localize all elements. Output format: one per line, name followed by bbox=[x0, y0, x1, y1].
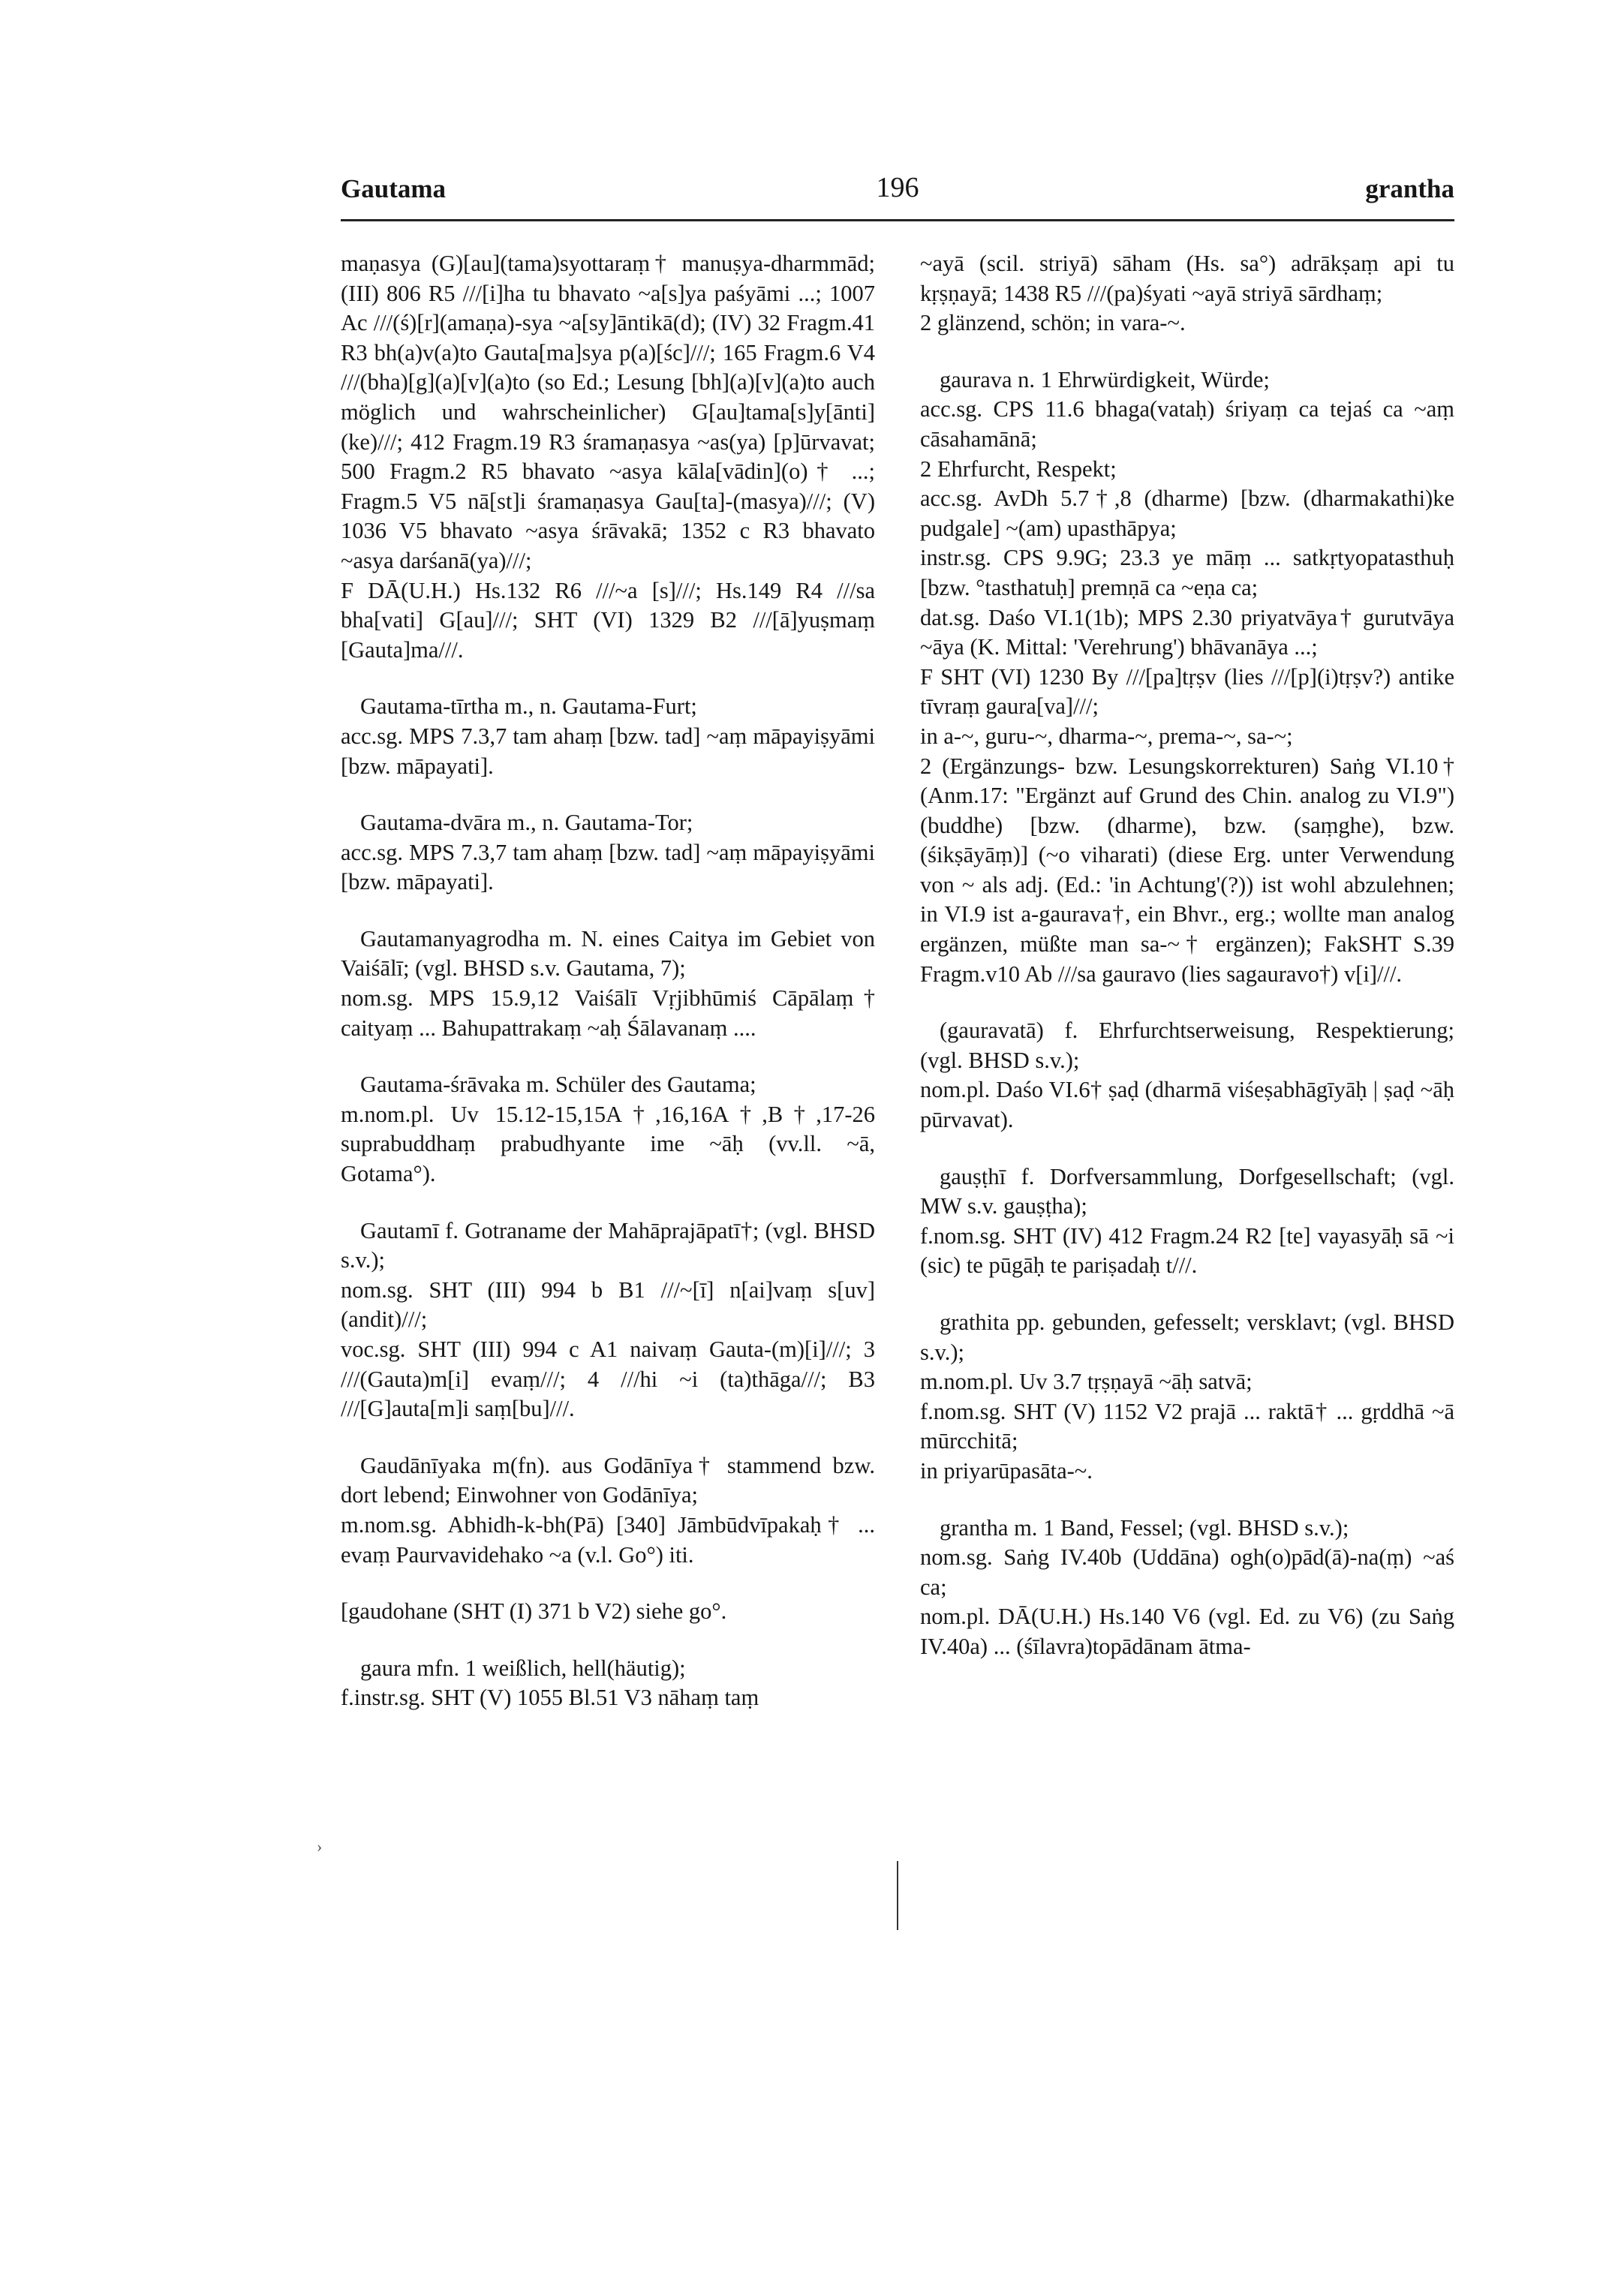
entry-text: maṇasya (G)[au](tama)syottaraṃ† manuṣya-dharmmād; (III) 806 R5 ///[i]ha tu bhavato ~a[s]ya paśyāmi ...; 1007 Ac ///(ś)[r](amaṇa)-sya ~a[sy]āntikā(d); (IV) 32 Fragm.41 R3 bh(a)v(a)to Gauta[ma]sya p(a)[śc]///; 165 Fragm.6 V4 ///(bha)[g](a)[v](a)to (so Ed.; Lesung [bh](a)[v](a)to auch möglich und wahrscheinlicher) G[au]tama[s]y[ānti](ke)///; 412 Fragm.19 R3 śramaṇasya ~as(ya) [p]ūrvavat; 500 Fragm.2 R5 bhavato ~asya kāla[vādin](o)† ...; Fragm.5 V5 nā[st]i śramaṇasya Gau[ta]-(masya)///; (V) 1036 V5 bhavato ~asya śrāvakā; 1352 c R3 bhavato ~asya darśanā(ya)///; bbox=[341, 251, 875, 573]
headword-entry: (gauravatā) f. Ehrfurchtserweisung, Respektierung; (vgl. BHSD s.v.); bbox=[920, 1018, 1454, 1073]
left-column bbox=[341, 249, 875, 1713]
page-header bbox=[341, 174, 1454, 219]
entry-text: acc.sg. AvDh 5.7†,8 (dharme) [bzw. (dharmakathi)ke pudgale] ~(am) upasthāpya; bbox=[920, 486, 1454, 541]
entry-text: nom.sg. MPS 15.9,12 Vaiśālī Vṛjibhūmiś Cāpālaṃ† caityaṃ ... Bahupattrakaṃ ~aḥ Śālavanaṃ .... bbox=[341, 985, 875, 1041]
header-right-headword: grantha bbox=[1365, 174, 1454, 203]
entry-text: f.nom.sg. SHT (V) 1152 V2 prajā ... raktā† ... gṛddhā ~ā mūrcchitā; bbox=[920, 1398, 1454, 1454]
right-column bbox=[920, 249, 1454, 1662]
headword-entry: gauṣṭhī f. Dorfversammlung, Dorfgesellschaft; (vgl. MW s.v. gauṣṭha); bbox=[920, 1163, 1454, 1219]
entry-text: m.nom.pl. Uv 15.12-15,15A†,16,16A†,B†,17-26 suprabuddhaṃ prabudhyante ime ~āḥ (vv.ll. ~ā, Gotama°). bbox=[341, 1101, 875, 1187]
entry-text: F SHT (VI) 1230 By ///[pa]tṛṣv (lies ///[p](i)tṛṣv?) antike tīvraṃ gaura[va]///; bbox=[920, 663, 1454, 720]
headword-entry: Gautama-śrāvaka m. Schüler des Gautama; bbox=[360, 1072, 756, 1098]
headword-entry: Gautama-dvāra m., n. Gautama-Tor; bbox=[360, 810, 693, 836]
entry-text: acc.sg. MPS 7.3,7 tam ahaṃ [bzw. tad] ~aṃ māpayiṣyāmi [bzw. māpayati]. bbox=[341, 723, 875, 779]
headword-entry: Gautamanyagrodha m. N. eines Caitya im Gebiet von Vaiśālī; (vgl. BHSD s.v. Gautama, 7); bbox=[341, 925, 875, 982]
entry-text: 2 (Ergänzungs- bzw. Lesungskorrekturen) Saṅg VI.10† (Anm.17: "Ergänzt auf Grund des Chin. analog zu VI.9") (buddhe) [bzw. (dharme), bzw. (saṃghe), bzw. (śikṣāyāṃ)] (~o viharati) (diese Erg. unter Verwendung von ~ als adj. (Ed.: 'in Achtung'(?)) ist wohl abzulehnen; in VI.9 ist a-gaurava†, ein Bhvr., erg.; wollte man analog ergänzen, müßte man sa-~† ergänzen); FakSHT S.39 Fragm.v10 Ab ///sa gauravo (lies sagauravo†) v[i]///. bbox=[920, 753, 1454, 987]
entry-text: F DĀ(U.H.) Hs.132 R6 ///~a [s]///; Hs.149 R4 ///sa bha[vati] G[au]///; SHT (VI) 1329 B2 ///[ā]yuṣmaṃ [Gauta]ma///. bbox=[341, 577, 875, 663]
entry-text: acc.sg. MPS 7.3,7 tam ahaṃ [bzw. tad] ~aṃ māpayiṣyāmi [bzw. māpayati]. bbox=[341, 839, 875, 895]
header-left-headword: Gautama bbox=[341, 174, 446, 203]
entry-text: nom.sg. Saṅg IV.40b (Uddāna) ogh(o)pād(ā)-na(ṃ) ~aś ca; bbox=[920, 1544, 1454, 1600]
entry-text: voc.sg. SHT (III) 994 c A1 naivaṃ Gauta-(m)[i]///; 3 ///(Gauta)m[i] evaṃ///; 4 ///hi ~i (ta)thāga///; B3 ///[G]auta[m]i saṃ[bu]///. bbox=[341, 1336, 875, 1422]
entry-text: acc.sg. CPS 11.6 bhaga(vataḥ) śriyaṃ ca tejaś ca ~aṃ cāsahamānā; bbox=[920, 396, 1454, 452]
entry-text: nom.pl. DĀ(U.H.) Hs.140 V6 (vgl. Ed. zu V6) (zu Saṅg IV.40a) ... (śīlavra)topādānam ātma- bbox=[920, 1604, 1454, 1659]
entry-text: ~ayā (scil. striyā) sāham (Hs. sa°) adrākṣaṃ api tu kṛṣṇayā; 1438 R5 ///(pa)śyati ~ayā striyā sārdhaṃ; bbox=[920, 251, 1454, 306]
margin-mark: › bbox=[317, 1837, 323, 1856]
entry-text: m.nom.pl. Uv 3.7 tṛṣṇayā ~āḥ satvā; bbox=[920, 1369, 1253, 1395]
headword-entry: gaura mfn. 1 weißlich, hell(häutig); bbox=[360, 1655, 686, 1681]
header-rule bbox=[341, 219, 1454, 221]
entry-text: m.nom.sg. Abhidh-k-bh(Pā) [340] Jāmbūdvīpakaḥ† ... evaṃ Paurvavidehako ~a (v.l. Go°) iti. bbox=[341, 1511, 875, 1568]
headword-entry: gaurava n. 1 Ehrwürdigkeit, Würde; bbox=[940, 366, 1270, 392]
entry-text: dat.sg. Daśo VI.1(1b); MPS 2.30 priyatvāya† gurutvāya ~āya (K. Mittal: 'Verehrung') bhāvanāya ...; bbox=[920, 604, 1454, 660]
entry-text: in priyarūpasāta-~. bbox=[920, 1457, 1093, 1484]
entry-text: 2 Ehrfurcht, Respekt; bbox=[920, 456, 1117, 482]
entry-text: in a-~, guru-~, dharma-~, prema-~, sa-~; bbox=[920, 723, 1293, 749]
entry-text: f.instr.sg. SHT (V) 1055 Bl.51 V3 nāhaṃ taṃ bbox=[341, 1685, 759, 1711]
entry-text: nom.pl. Daśo VI.6† ṣaḍ (dharmā viśeṣabhāgīyāḥ | ṣaḍ ~āḥ pūrvavat). bbox=[920, 1077, 1454, 1133]
headword-entry: Gautama-tīrtha m., n. Gautama-Furt; bbox=[360, 693, 697, 720]
headword-entry: Gautamī f. Gotraname der Mahāprajāpatī†; (vgl. BHSD s.v.); bbox=[341, 1217, 875, 1273]
entry-text: instr.sg. CPS 9.9G; 23.3 ye māṃ ... satkṛtyopatasthuḥ [bzw. °tasthatuḥ] premṇā ca ~eṇa ca; bbox=[920, 545, 1454, 600]
entry-text: f.nom.sg. SHT (IV) 412 Fragm.24 R2 [te] vayasyāḥ sā ~i (sic) te pūgāḥ te pariṣadaḥ t///. bbox=[920, 1222, 1454, 1279]
entry-text: 2 glänzend, schön; in vara-~. bbox=[920, 310, 1186, 336]
cross-reference-entry: [gaudohane (SHT (I) 371 b V2) siehe go°. bbox=[341, 1598, 727, 1625]
column-separator bbox=[897, 1861, 898, 1930]
headword-entry: grantha m. 1 Band, Fessel; (vgl. BHSD s.v.); bbox=[940, 1514, 1349, 1541]
page-number: 196 bbox=[876, 172, 919, 203]
entry-text: nom.sg. SHT (III) 994 b B1 ///~[ī] n[ai]vaṃ s[uv](andit)///; bbox=[341, 1276, 875, 1333]
headword-entry: Gaudānīyaka m(fn). aus Godānīya† stammend bzw. dort lebend; Einwohner von Godānīya; bbox=[341, 1452, 875, 1508]
headword-entry: grathita pp. gebunden, gefesselt; versklavt; (vgl. BHSD s.v.); bbox=[920, 1309, 1454, 1365]
